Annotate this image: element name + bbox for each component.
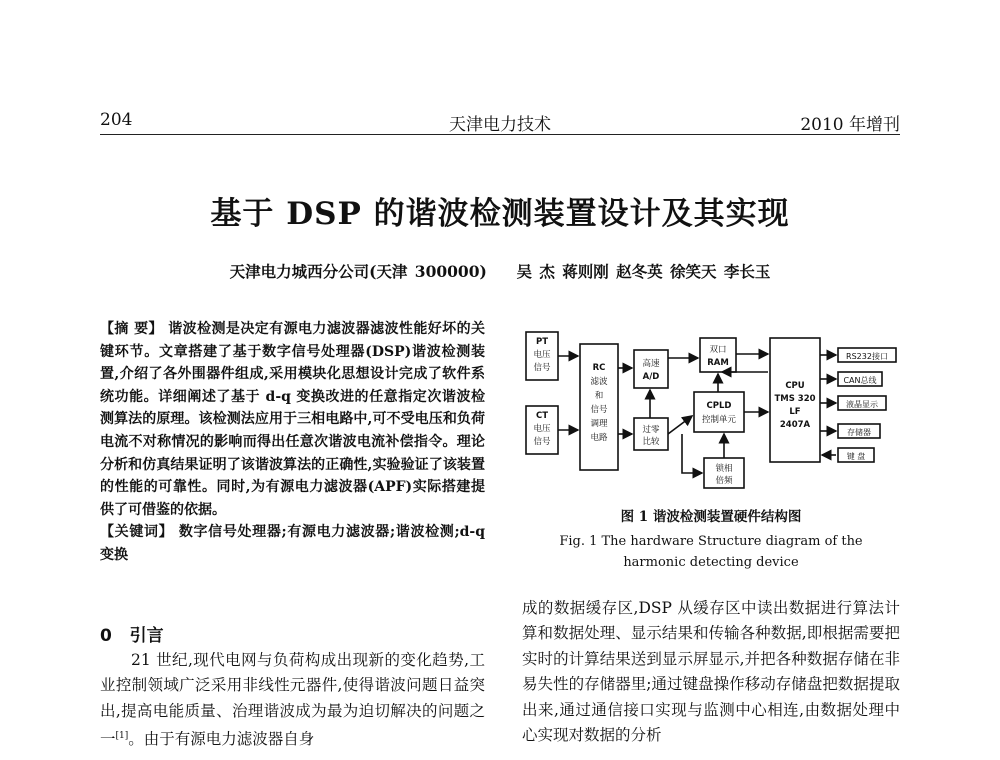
section-title: 引言: [129, 626, 164, 646]
rc-l3: 和: [594, 391, 604, 401]
out-keyboard-label: 键 盘: [846, 452, 866, 461]
issue-label: 2010 年增刊: [800, 115, 900, 135]
author-names: 吴 杰 蒋则刚 赵冬英 徐笑天 李长玉: [516, 262, 771, 281]
citation-ref: [1]: [115, 731, 129, 742]
out-rs232-label: RS232接口: [846, 352, 888, 361]
ram-l2: RAM: [707, 358, 729, 368]
author-line: [0, 260, 1000, 282]
intro-paragraph: [100, 648, 485, 753]
cpu-l3: LF: [789, 407, 801, 417]
rc-l4: 信号: [590, 405, 608, 415]
cpu-l1: CPU: [785, 381, 805, 391]
cpld-block: [694, 392, 744, 432]
section-heading: [100, 621, 164, 646]
hardware-structure-diagram: [522, 328, 900, 498]
ct-l1: CT: [535, 411, 549, 421]
lock-l1: 锁相: [715, 464, 733, 474]
zero-l1: 过零: [642, 425, 660, 435]
ad-l2: A/D: [642, 372, 660, 382]
right-column-text: 成的数据缓存区,DSP 从缓存区中读出数据进行算法计算和数据处理、显示结果和传输各种数据,即根据需要把实时的计算结果送到显示屏显示,并把各种数据存储在非易失性的存储器里;通过键盘操作移动存储盘把数据提取出来,通过通信接口实现与监测中心相连,由数据处理中心实现对数据的分析: [522, 599, 900, 745]
cpu-l4: 2407A: [779, 420, 811, 430]
intro-tail: 。由于有源电力滤波器自身: [128, 730, 315, 749]
cpld-l1: CPLD: [706, 401, 732, 411]
lock-l2: 倍频: [715, 476, 733, 486]
cpu-l2: TMS 320: [774, 394, 816, 404]
out-storage-label: 存储器: [847, 428, 871, 437]
out-can-label: CAN总线: [843, 376, 877, 385]
abstract-label: 【摘 要】: [100, 321, 163, 337]
out-lcd-label: 液晶显示: [846, 400, 878, 409]
intro-text: 21 世纪,现代电网与负荷构成出现新的变化趋势,工业控制领域广泛采用非线性元器件,使得谐波问题日益突出,提高电能质量、治理谐波成为最为迫切解决的问题之一: [100, 651, 485, 749]
keywords-text: 数字信号处理器;有源电力滤波器;谐波检测;d-q 变换: [100, 524, 485, 563]
keywords-label: 【关键词】: [100, 524, 174, 541]
figure-caption-cn: 图 1 谐波检测装置硬件结构图: [620, 509, 802, 525]
ram-l1: 双口: [709, 345, 727, 355]
rc-l5: 调理: [590, 419, 608, 429]
figure-caption-en-line1: Fig. 1 The hardware Structure diagram of the: [559, 534, 863, 549]
ct-l3: 信号: [533, 437, 551, 447]
figure-caption-en: [522, 531, 900, 573]
pt-l3: 信号: [533, 363, 551, 373]
rc-l2: 滤波: [590, 377, 608, 387]
ad-block: [634, 350, 668, 388]
cpld-l2: 控制单元: [701, 415, 737, 425]
section-number: 0: [100, 626, 112, 646]
ad-l1: 高速: [642, 359, 660, 369]
abstract: [100, 318, 485, 567]
rc-l6: 电路: [590, 433, 608, 443]
pt-l1: PT: [535, 337, 549, 347]
page-number: 204: [100, 110, 133, 130]
journal-name: 天津电力技术: [449, 115, 551, 135]
pt-l2: 电压: [533, 350, 551, 360]
abstract-text: 谐波检测是决定有源电力滤波器滤波性能好坏的关键环节。文章搭建了基于数字信号处理器(DSP)谐波检测装置,介绍了各外围器件组成,采用模块化思想设计完成了软件系统功能。详细阐述了基于 d-q 变换改进的任意指定次谐波检测算法的原理。该检测法应用于三相电路中,可不受电压和负荷电流不对称情况的影响而得出任意次谐波电流补偿指令。理论分析和仿真结果证明了该谐波算法的正确性,实验验证了该装置的性能的可靠性。同时,为有源电力滤波器(APF)实际搭建提供了可借鉴的依据。: [100, 321, 486, 518]
affiliation: 天津电力城西分公司(天津 300000): [229, 262, 487, 281]
paper-title: 基于 DSP 的谐波检测装置设计及其实现: [210, 196, 790, 232]
zero-l2: 比较: [642, 437, 660, 447]
rc-l1: RC: [592, 363, 606, 373]
header-rule: [100, 134, 900, 135]
figure-caption-en-line2: harmonic detecting device: [623, 555, 799, 570]
ct-l2: 电压: [533, 424, 551, 434]
